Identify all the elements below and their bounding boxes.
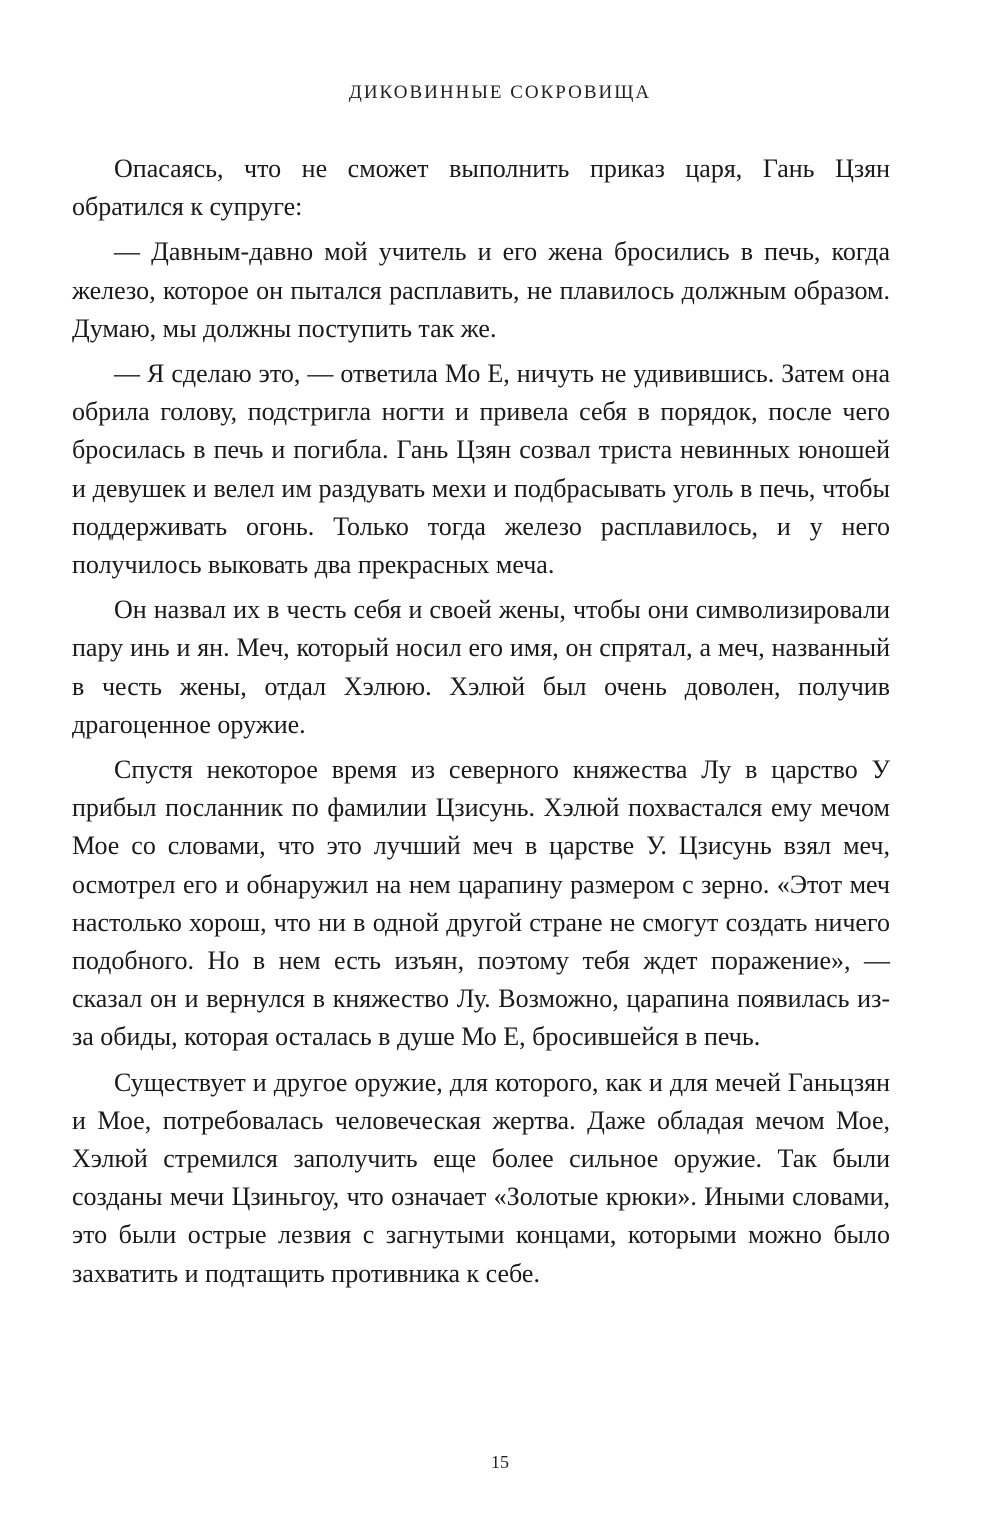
paragraph: Он назвал их в честь себя и своей жены, чтобы они символизировали пару инь и ян. Меч, который носил его имя, он спрятал, а меч, названный в честь жены, отдал Хэлюю. Хэлюй был очень доволен, получив драгоценное оружие. xyxy=(72,595,890,739)
paragraph: Спустя некоторое время из северного княжества Лу в царство У прибыл посланник по фамилии Цзисунь. Хэлюй похвастался ему мечом Мое со словами, что это лучший меч в царстве У. Цзисунь взял меч, осмотрел его и обнаружил на нем царапину размером с зерно. «Этот меч настолько хорош, что ни в одной другой стране не смогут создать ничего подобного. Но в нем есть изъян, поэтому тебя ждет поражение», — сказал он и вернулся в княжество Лу. Возможно, царапина появилась из-за обиды, которая осталась в душе Мо Е, бросившейся в печь. xyxy=(72,755,890,1052)
paragraph: — Давным-давно мой учитель и его жена бросились в печь, когда железо, которое он пытался расплавить, не плавилось должным образом. Думаю, мы должны поступить так же. xyxy=(72,237,890,343)
page-number: 15 xyxy=(491,1452,509,1472)
body-text xyxy=(72,150,890,1300)
paragraph: Существует и другое оружие, для которого, как и для мечей Ганьцзян и Мое, потребовалась человеческая жертва. Даже обладая мечом Мое, Хэлюй стремился заполучить еще более сильное оружие. Так были созданы мечи Цзиньгоу, что означает «Золотые крюки». Иными словами, это были острые лезвия с загнутыми концами, которыми можно было захватить и подтащить противника к себе. xyxy=(72,1067,890,1288)
running-head: ДИКОВИННЫЕ СОКРОВИЩА xyxy=(348,82,652,103)
paragraph: Опасаясь, что не сможет выполнить приказ царя, Гань Цзян обратился к супруге: xyxy=(72,154,890,222)
paragraph: — Я сделаю это, — ответила Мо Е, ничуть не удивившись. Затем она обрила голову, подстригла ногти и привела себя в порядок, после чего бросилась в печь и погибла. Гань Цзян созвал триста невинных юношей и девушек и велел им раздувать мехи и подбрасывать уголь в печь, чтобы поддерживать огонь. Только тогда железо расплавилось, и у него получилось выковать два прекрасных меча. xyxy=(72,359,890,580)
